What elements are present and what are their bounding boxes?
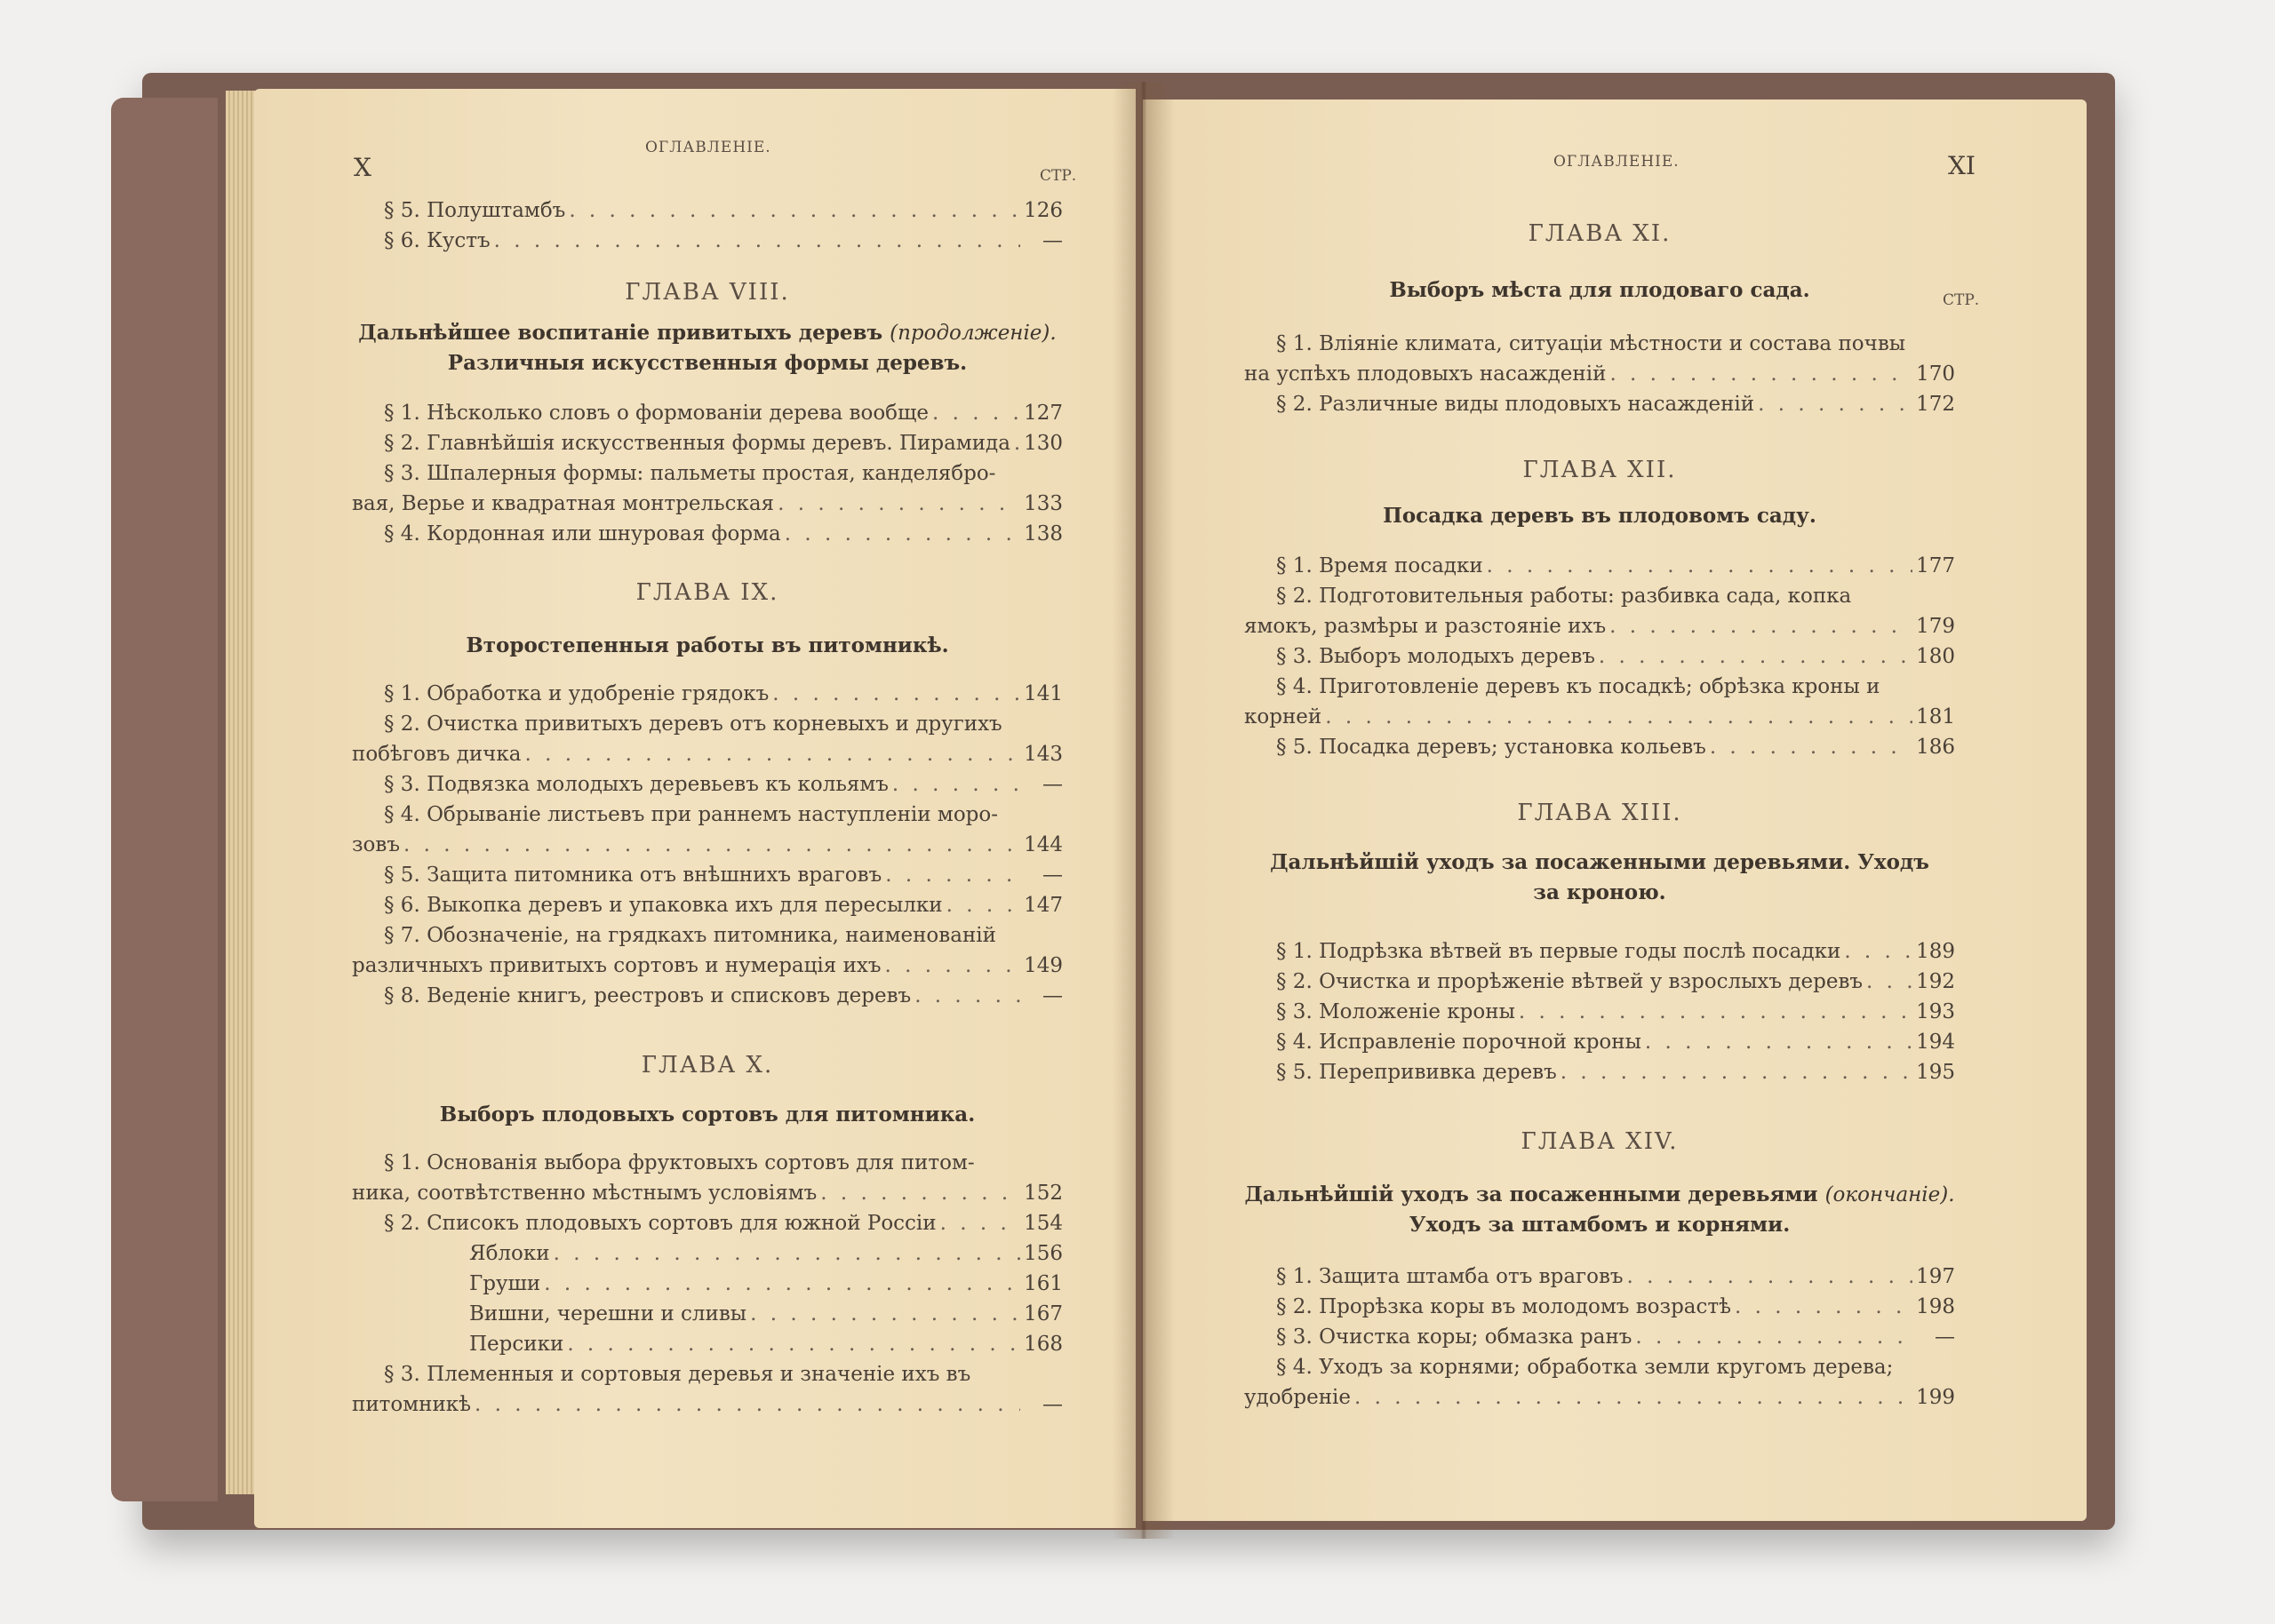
chapter-8-title: ГЛАВА VIII. [625, 279, 790, 306]
chapter-14-title: ГЛАВА XIV. [1521, 1128, 1679, 1155]
chapter-12-entries: § 1. Время посадки . . . 177 § 2. Подготовительныя работы: разбивка сада, копка ямокъ, размѣры и разстояніе ихъ . . . 179 § 3. Выборъ молодыхъ деревъ . . . 180 § 4. Приготовленіе деревъ къ посадкѣ; обрѣзка кроны и корней . . . 181 § 5. Посадка деревъ; установка кольевъ . . . 186 [1244, 551, 1955, 762]
left-page [254, 89, 1136, 1528]
chapter-11-entries: § 1. Вліяніе климата, ситуаціи мѣстности и состава почвы на успѣхъ плодовыхъ насажденій . . . 170 § 2. Различные виды плодовыхъ насажденій . . . 172 [1244, 329, 1955, 419]
right-running-head: ОГЛАВЛЕНІЕ. [1553, 153, 1680, 171]
chapter-8-subtitle: Дальнѣйшее воспитаніе привитыхъ деревъ (продолженіе). Различныя искусственныя формы деревъ. [358, 321, 1057, 375]
book-cover-edge [111, 98, 218, 1501]
left-folio: X [354, 153, 371, 182]
left-running-head: ОГЛАВЛЕНІЕ. [645, 139, 771, 156]
chapter-8-entries: § 1. Нѣсколько словъ о формованіи дерева вообще . . . 127 § 2. Главнѣйшія искусственныя формы деревъ. Пирамида . . . 130 § 3. Шпалерныя формы: пальметы простая, канделябро- вая, Верье и квадратная монтрельская . . . 133 § 4. Кордонная или шнуровая форма . . . 138 [352, 398, 1063, 549]
chapter-11-title: ГЛАВА XI. [1528, 220, 1672, 247]
chapter-12-title: ГЛАВА XII. [1522, 457, 1677, 483]
toc-entry: § 5. Полуштамбъ . . . 126 § 6. Кустъ . . . — [352, 195, 1063, 256]
chapter-9-subtitle: Второстепенныя работы въ питомникѣ. [466, 633, 949, 657]
book-gutter [1113, 82, 1175, 1539]
left-str-label: СТР. [1040, 167, 1077, 185]
chapter-11-subtitle: Выборъ мѣста для плодоваго сада. [1389, 278, 1810, 302]
chapter-13-title: ГЛАВА XIII. [1517, 800, 1682, 826]
chapter-10-title: ГЛАВА X. [641, 1052, 774, 1079]
right-folio: XI [1948, 151, 1976, 180]
chapter-14-entries: § 1. Защита штамба отъ враговъ . . . 197 § 2. Прорѣзка коры въ молодомъ возрастѣ . . . 198 § 3. Очистка коры; обмазка ранъ . . . — § 4. Уходъ за корнями; обработка земли кругомъ дерева; удобреніе . . . 199 [1244, 1262, 1955, 1413]
chapter-9-entries: § 1. Обработка и удобреніе грядокъ . . . 141 § 2. Очистка привитыхъ деревъ отъ корневыхъ и другихъ побѣговъ дичка . . . 143 § 3. Подвязка молодыхъ деревьевъ къ кольямъ . . . — § 4. Обрываніе листьевъ при раннемъ наступленіи моро- зовъ . . . 144 § 5. Защита питомника отъ внѣшнихъ враговъ . . . — § 6. Выкопка деревъ и упаковка ихъ для пересылки . . . 147 § 7. Обозначеніе, на грядкахъ питомника, наименованій различныхъ привитыхъ сортовъ и нумерація ихъ . . . 149 § 8. Веденіе книгъ, реестровъ и списковъ деревъ . . . — [352, 679, 1063, 1011]
chapter-10-subtitle: Выборъ плодовыхъ сортовъ для питомника. [439, 1103, 976, 1126]
chapter-14-subtitle: Дальнѣйшій уходъ за посаженными деревьями (окончаніе). Уходъ за штамбомъ и корнями. [1244, 1182, 1955, 1237]
chapter-13-subtitle: Дальнѣйшій уходъ за посаженными деревьями. Уходъ за кроною. [1270, 850, 1929, 904]
right-page [1143, 100, 2087, 1521]
chapter-10-entries: § 1. Основанія выбора фруктовыхъ сортовъ для питом- ника, соотвѣтственно мѣстнымъ условіямъ . . . 152 § 2. Списокъ плодовыхъ сортовъ для южной Россіи . . . 154 Яблоки . . . 156 Груши . . . 161 Вишни, черешни и сливы . . . 167 Персики . . . 168 § 3. Племенныя и сортовыя деревья и значеніе ихъ въ питомникѣ . . . — [352, 1148, 1063, 1420]
chapter-13-entries: § 1. Подрѣзка вѣтвей въ первые годы послѣ посадки . . . 189 § 2. Очистка и прорѣженіе вѣтвей у взрослыхъ деревъ . . . 192 § 3. Моложеніе кроны . . . 193 § 4. Исправленіе порочной кроны . . . 194 § 5. Перепрививка деревъ . . . 195 [1244, 936, 1955, 1087]
chapter-9-title: ГЛАВА IX. [635, 579, 779, 606]
chapter-12-subtitle: Посадка деревъ въ плодовомъ саду. [1383, 504, 1816, 528]
right-str-label: СТР. [1943, 291, 1980, 309]
